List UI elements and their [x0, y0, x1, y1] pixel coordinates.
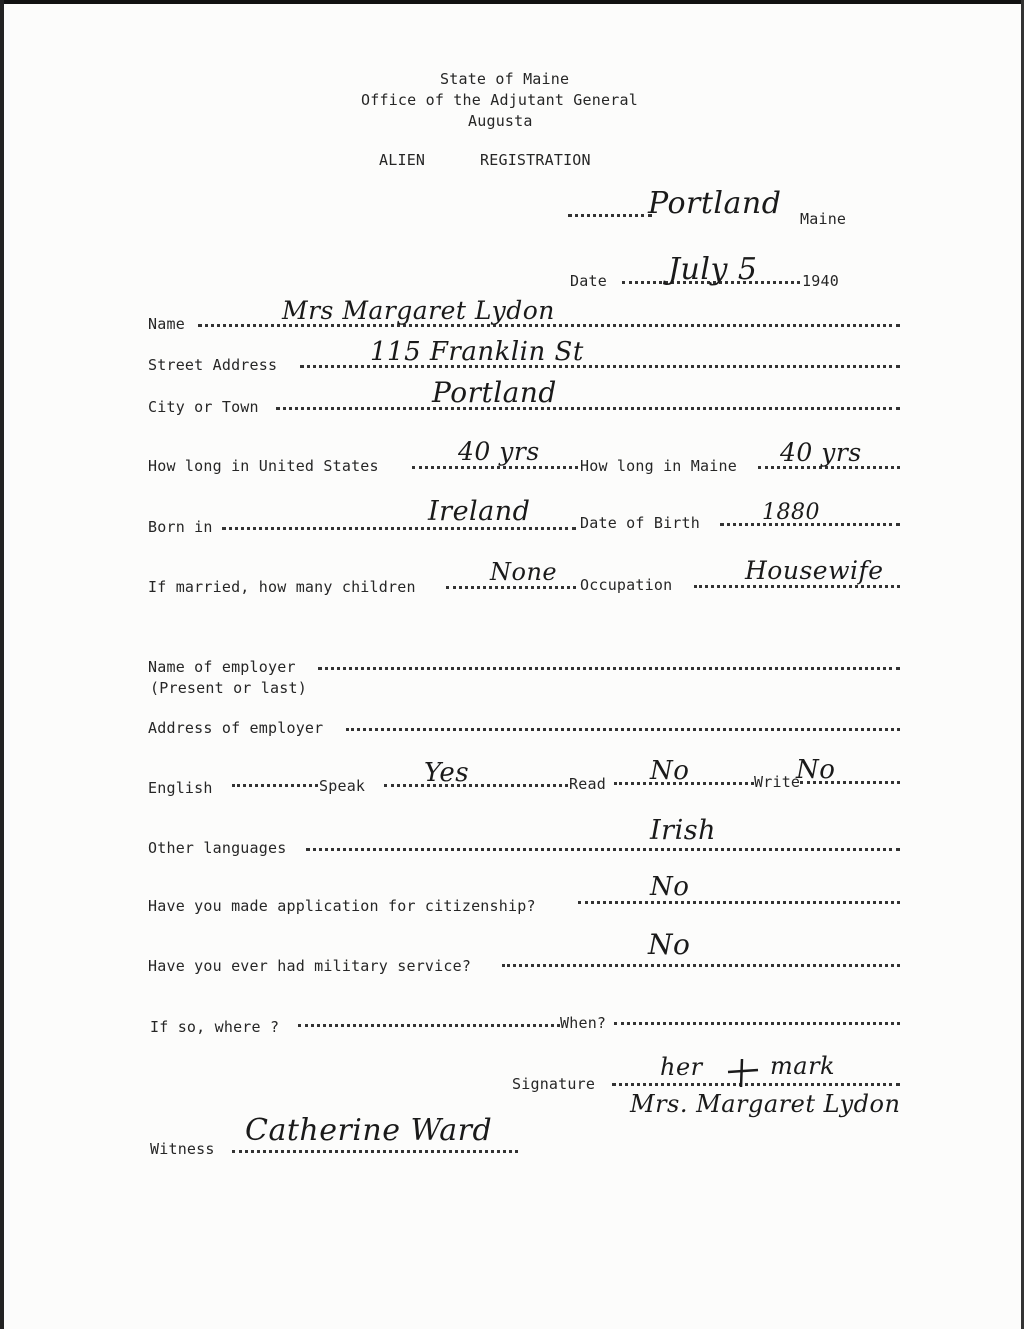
employer-address-label: Address of employer [148, 719, 324, 737]
maine-duration-value: 40 yrs [780, 438, 862, 467]
dob-value: 1880 [762, 500, 820, 525]
employer-label: Name of employer [148, 658, 296, 676]
header-office: Office of the Adjutant General [361, 91, 638, 109]
speak-label: Speak [319, 777, 366, 795]
street-label: Street Address [148, 356, 278, 374]
place-value: Portland [648, 186, 782, 221]
us-duration-value: 40 yrs [458, 437, 540, 466]
other-languages-value: Irish [650, 815, 716, 846]
english-label: English [148, 779, 213, 797]
us-duration-label: How long in United States [148, 457, 379, 475]
born-label: Born in [148, 518, 213, 536]
read-value: No [650, 756, 690, 786]
witness-label: Witness [150, 1140, 215, 1158]
other-languages-dots [306, 846, 900, 851]
when-label: When? [560, 1014, 607, 1032]
name-label: Name [148, 315, 185, 333]
witness-dots [232, 1148, 518, 1153]
city-value: Portland [432, 376, 557, 409]
employer-sublabel: (Present or last) [150, 679, 307, 697]
where-label: If so, where ? [150, 1018, 280, 1036]
signature-prefix: her [660, 1053, 703, 1081]
form-title-alien: ALIEN [379, 151, 426, 169]
speak-dots [384, 782, 568, 787]
header-state: State of Maine [440, 70, 570, 88]
write-label: Write [754, 773, 801, 791]
employer-address-dots [346, 726, 900, 731]
date-year: 1940 [802, 272, 839, 290]
citizenship-dots [578, 899, 900, 904]
dob-label: Date of Birth [580, 514, 700, 532]
citizenship-value: No [650, 872, 690, 902]
citizenship-label: Have you made application for citizenship? [148, 897, 536, 915]
where-dots [298, 1022, 560, 1027]
signature-suffix: mark [770, 1052, 836, 1080]
signature-name: Mrs. Margaret Lydon [630, 1090, 901, 1118]
city-dots [276, 405, 900, 410]
speak-value: Yes [424, 758, 470, 788]
scan-edge-top [0, 0, 1024, 4]
military-label: Have you ever had military service? [148, 957, 472, 975]
witness-value: Catherine Ward [245, 1113, 493, 1148]
english-dots [232, 782, 318, 787]
place-dots [568, 212, 652, 217]
signature-cross-mark [724, 1056, 760, 1090]
military-value: No [648, 928, 691, 961]
street-value: 115 Franklin St [370, 337, 584, 367]
city-label: City or Town [148, 398, 259, 416]
place-state-label: Maine [800, 210, 847, 228]
write-value: No [796, 755, 836, 785]
born-value: Ireland [428, 496, 531, 527]
header-city: Augusta [468, 112, 533, 130]
other-languages-label: Other languages [148, 839, 287, 857]
when-dots [614, 1020, 900, 1025]
scan-edge-left [0, 0, 4, 1329]
signature-label: Signature [512, 1075, 596, 1093]
read-label: Read [569, 775, 606, 793]
date-label: Date [570, 272, 607, 290]
occupation-value: Housewife [745, 556, 884, 585]
occupation-label: Occupation [580, 576, 673, 594]
name-value: Mrs Margaret Lydon [282, 296, 555, 325]
form-title-registration: REGISTRATION [480, 151, 591, 169]
children-value: None [490, 558, 558, 586]
children-label: If married, how many children [148, 578, 416, 596]
military-dots [502, 962, 900, 967]
date-month-day: July 5 [668, 252, 758, 287]
employer-dots [318, 665, 900, 670]
maine-duration-label: How long in Maine [580, 457, 737, 475]
